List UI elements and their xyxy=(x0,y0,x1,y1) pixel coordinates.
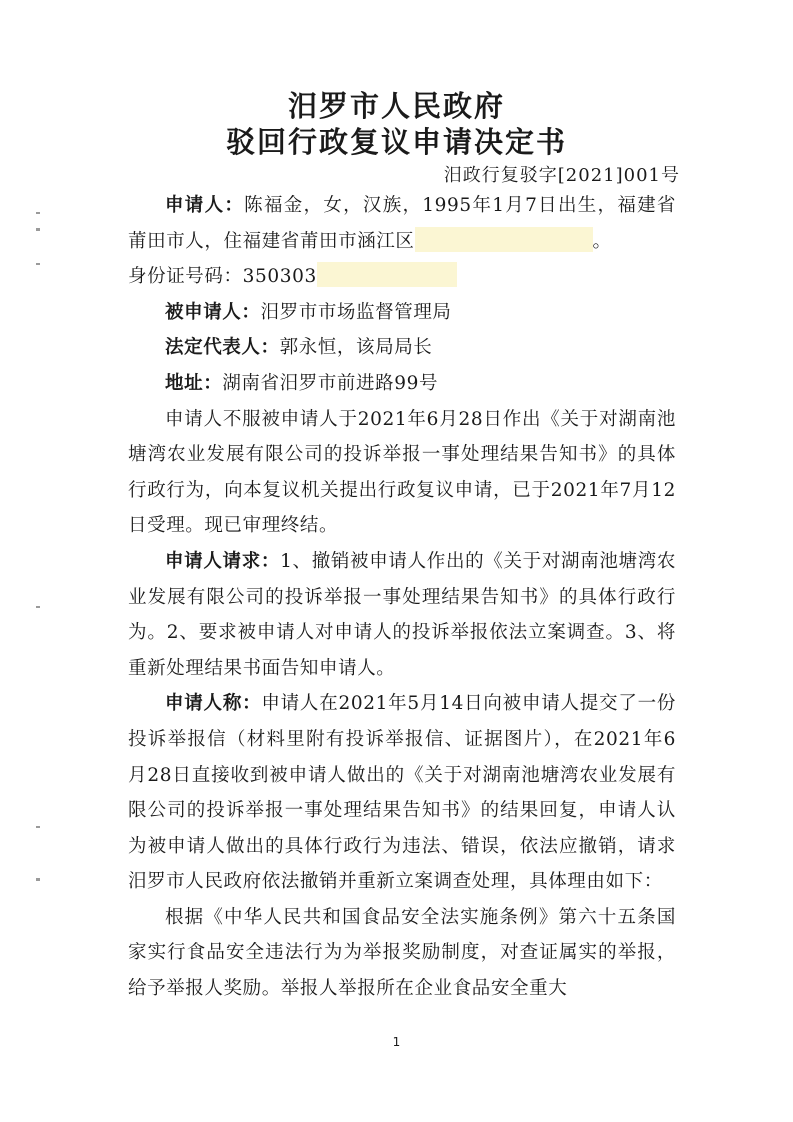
applicant-info: 陈福金，女，汉族，1995年1月7日出生，福建省莆田市人，住福建省莆田市涵江区 xyxy=(128,195,676,252)
address-line xyxy=(128,366,676,402)
legal-rep-label: 法定代表人： xyxy=(165,337,280,359)
document-title: 驳回行政复议申请决定书 xyxy=(225,125,567,159)
scan-mark xyxy=(36,212,40,214)
scan-mark xyxy=(36,606,40,608)
scan-mark xyxy=(36,263,40,265)
respondent-label: 被申请人： xyxy=(165,301,261,323)
claim-paragraph xyxy=(128,686,676,900)
address-label: 地址： xyxy=(165,372,223,394)
applicant-label: 申请人： xyxy=(165,195,245,216)
claim-label: 申请人称： xyxy=(165,693,262,715)
applicant-paragraph xyxy=(128,188,676,259)
basis-paragraph: 根据《中华人民共和国食品安全法实施条例》第六十五条国家实行食品安全违法行为为举报奖励制度，对查证属实的举报，给予举报人奖励。举报人举报所在企业食品安全重大 xyxy=(128,906,676,1000)
legal-rep-line xyxy=(128,330,676,366)
scan-mark xyxy=(36,878,40,881)
address-value: 湖南省汨罗市前进路99号 xyxy=(222,372,439,394)
applicant-info-end: 。 xyxy=(592,230,612,252)
redacted-address xyxy=(415,227,593,252)
scan-mark xyxy=(36,826,40,828)
scan-mark xyxy=(36,228,40,231)
id-number-line xyxy=(128,259,676,295)
legal-rep-value: 郭永恒，该局局长 xyxy=(279,337,433,359)
intro-paragraph: 申请人不服被申请人于2021年6月28日作出《关于对湖南池塘湾农业发展有限公司的投诉举报一事处理结果告知书》的具体行政行为，向本复议机关提出行政复议申请，已于2021年7月12日受理。现已审理终结。 xyxy=(128,408,676,537)
respondent-value: 汨罗市市场监督管理局 xyxy=(260,301,452,323)
request-paragraph xyxy=(128,544,676,686)
page-number: 1 xyxy=(392,1035,401,1049)
issuer-title: 汨罗市人民政府 xyxy=(287,89,505,123)
redacted-id-number xyxy=(317,262,457,287)
claim-text: 申请人在2021年5月14日向被申请人提交了一份投诉举报信（材料里附有投诉举报信、证据图片），在2021年6月28日直接收到被申请人做出的《关于对湖南池塘湾农业发展有限公司的投诉举报一事处理结果告知书》的结果回复，申请人认为被申请人做出的具体行政行为违法、错误，依法应撤销，请求汨罗市人民政府依法撤销并重新立案调查处理，具体理由如下： xyxy=(128,693,676,893)
document-body xyxy=(128,188,676,1007)
document-number: 汨政行复驳字[2021]001号 xyxy=(443,165,680,186)
request-text: 1、撤销被申请人作出的《关于对湖南池塘湾农业发展有限公司的投诉举报一事处理结果告知书》的具体行政行为。2、要求被申请人对申请人的投诉举报依法立案调查。3、将重新处理结果书面告知申请人。 xyxy=(128,550,677,679)
respondent-line xyxy=(128,295,676,331)
id-number-prefix: 身份证号码：350303 xyxy=(128,266,317,288)
request-label: 申请人请求： xyxy=(165,550,281,572)
